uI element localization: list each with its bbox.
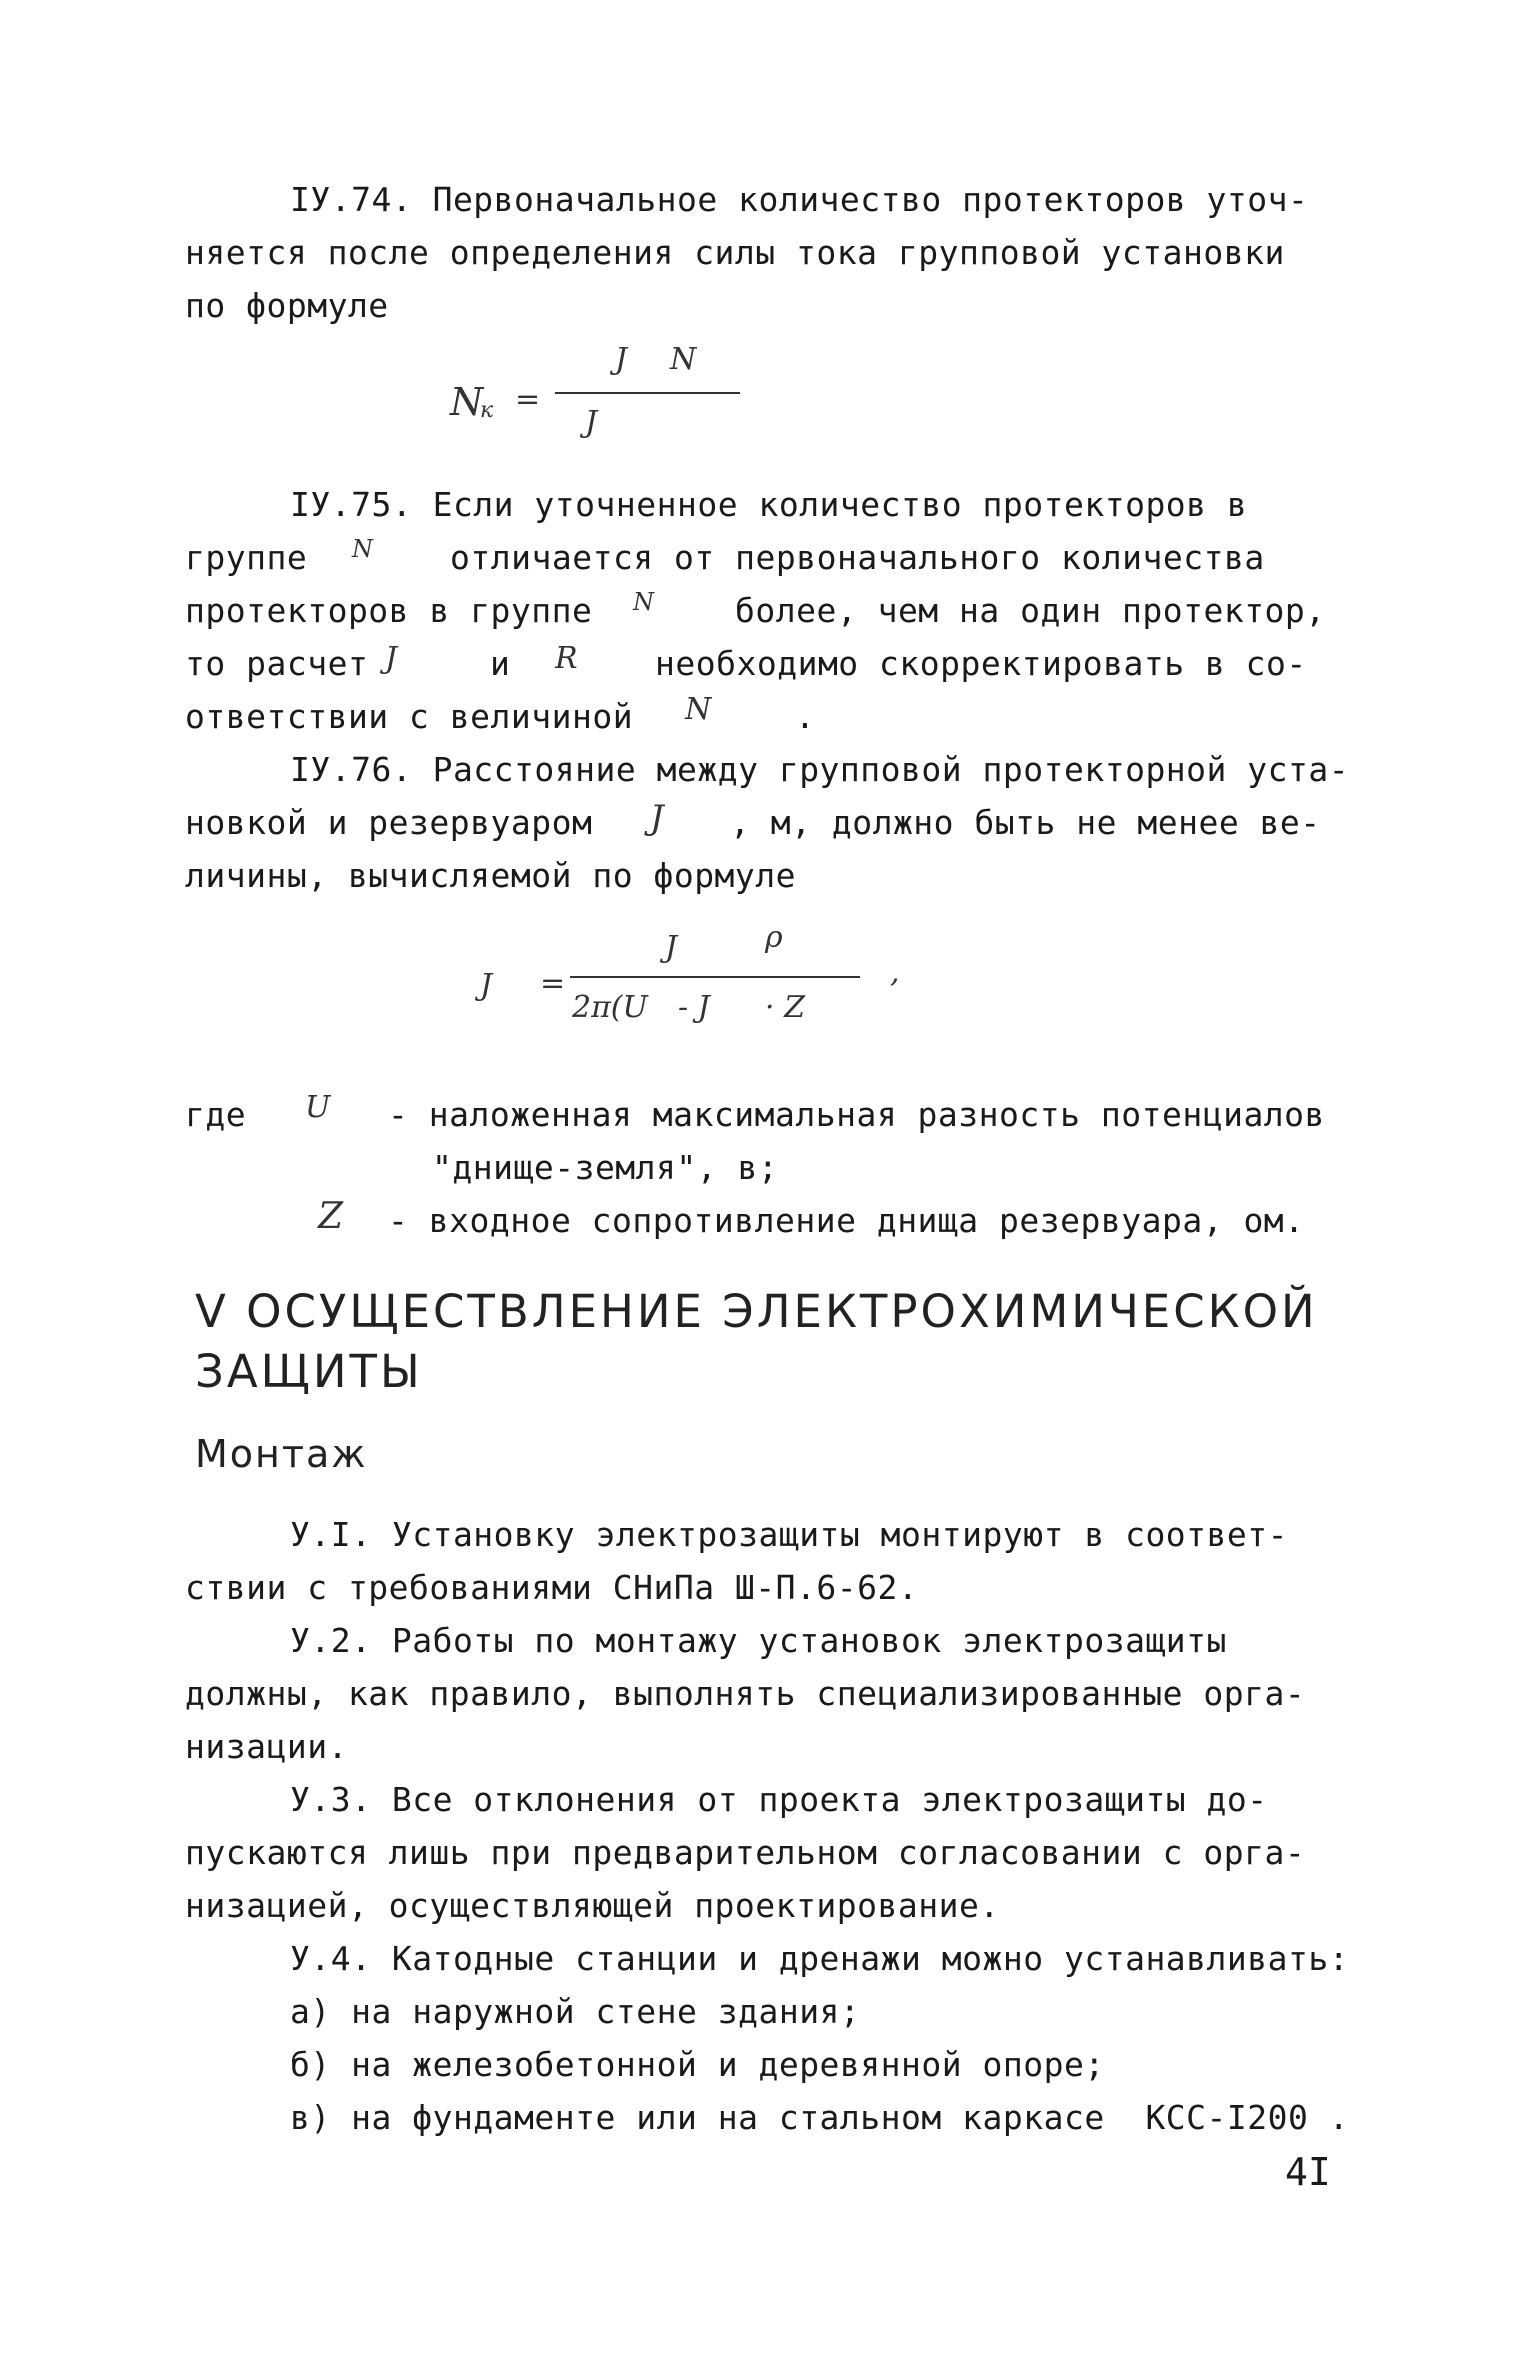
formula2-den-part3: · Z bbox=[765, 990, 805, 1025]
list-item-c: в) на фундаменте или на стальном каркасе КСС-I200 . bbox=[290, 2098, 1350, 2137]
symbol-nk: N bbox=[352, 535, 373, 563]
formula1-lhs: N bbox=[450, 380, 484, 424]
section-subtitle: Монтаж bbox=[195, 1432, 368, 1476]
list-item-b: б) на железобетонной и деревянной опоре; bbox=[290, 2045, 1105, 2084]
para-v3-line3: низацией, осуществляющей проектирование. bbox=[185, 1886, 1000, 1925]
page-number: 4I bbox=[1285, 2150, 1331, 2194]
formula2-numerator: J bbox=[665, 930, 678, 965]
section-title-line2: ЗАЩИТЫ bbox=[195, 1345, 423, 1398]
formula1-numerator: J bbox=[615, 342, 628, 377]
para-iv75-line3b: более, чем на один протектор, bbox=[735, 591, 1326, 630]
formula2-equals: = bbox=[540, 966, 566, 1001]
para-iv74-line3: по формуле bbox=[185, 286, 389, 325]
para-iv74-line1: IУ.74. Первоначальное количество протекторов уточ- bbox=[290, 180, 1309, 219]
para-iv75-line1: IУ.75. Если уточненное количество протекторов в bbox=[290, 485, 1248, 524]
formula2-lhs: J bbox=[480, 968, 493, 1003]
symbol-uo: U bbox=[305, 1090, 331, 1125]
para-iv76-line3: личины, вычисляемой по формуле bbox=[185, 856, 797, 895]
para-iv76-line1: IУ.76. Расстояние между групповой протекторной уста- bbox=[290, 750, 1350, 789]
para-iv75-line5b: . bbox=[795, 697, 816, 736]
para-iv75-line4b: и bbox=[490, 644, 511, 683]
formula1-equals: = bbox=[515, 382, 541, 417]
para-iv75-line4a: то расчет bbox=[185, 644, 369, 683]
para-iv76-line2a: новкой и резервуаром bbox=[185, 803, 593, 842]
formula1-denominator: J bbox=[585, 405, 598, 440]
where-def2: - входное сопротивление днища резервуара, ом. bbox=[388, 1201, 1305, 1240]
formula1-numerator2: N bbox=[670, 342, 697, 377]
symbol-nk-2: N bbox=[685, 692, 712, 727]
para-iv75-line4c: необходимо скорректировать в со- bbox=[655, 644, 1307, 683]
para-v2-line3: низации. bbox=[185, 1727, 348, 1766]
symbol-n: N bbox=[633, 588, 654, 616]
formula1-fraction-bar bbox=[555, 392, 740, 394]
para-v1-line1: У.I. Установку электрозащиты монтируют в соответ- bbox=[290, 1515, 1289, 1554]
formula2-numerator2: ρ bbox=[765, 920, 783, 955]
para-v2-line2: должны, как правило, выполнять специализированные орга- bbox=[185, 1674, 1306, 1713]
para-iv76-line2b: , м, должно быть не менее ве- bbox=[730, 803, 1321, 842]
where-def1: - наложенная максимальная разность потенциалов bbox=[388, 1095, 1325, 1134]
where-label: где bbox=[185, 1095, 247, 1134]
para-v2-line1: У.2. Работы по монтажу установок электрозащиты bbox=[290, 1621, 1227, 1660]
para-v4-line1: У.4. Катодные станции и дренажи можно устанавливать: bbox=[290, 1939, 1350, 1978]
symbol-zb: Z bbox=[318, 1196, 344, 1237]
formula1-lhs-sub: к bbox=[480, 398, 494, 423]
formula2-comma: , bbox=[890, 955, 900, 990]
where-def1b: "днище-земля", в; bbox=[432, 1148, 779, 1187]
symbol-l: J bbox=[650, 798, 664, 838]
para-iv74-line2: няется после определения силы тока групповой установки bbox=[185, 233, 1285, 272]
formula2-den-part1: 2π(U bbox=[572, 990, 648, 1025]
para-v3-line1: У.3. Все отклонения от проекта электрозащиты до- bbox=[290, 1780, 1268, 1819]
symbol-jpr: J bbox=[385, 641, 398, 676]
section-title-line1: V ОСУЩЕСТВЛЕНИЕ ЭЛЕКТРОХИМИЧЕСКОЙ bbox=[195, 1285, 1318, 1338]
para-iv75-line5a: ответствии с величиной bbox=[185, 697, 634, 736]
symbol-rpr: R bbox=[555, 641, 578, 676]
para-iv75-line3a: протекторов в группе bbox=[185, 591, 593, 630]
para-v1-line2: ствии с требованиями СНиПа Ш-П.6-62. bbox=[185, 1568, 919, 1607]
list-item-a: а) на наружной стене здания; bbox=[290, 1992, 861, 2031]
formula2-den-part2: - J bbox=[678, 990, 710, 1025]
formula2-fraction-bar bbox=[570, 976, 860, 978]
para-iv75-line2a: группе bbox=[185, 538, 308, 577]
para-iv75-line2b: отличается от первоначального количества bbox=[450, 538, 1265, 577]
para-v3-line2: пускаются лишь при предварительном согласовании с орга- bbox=[185, 1833, 1306, 1872]
